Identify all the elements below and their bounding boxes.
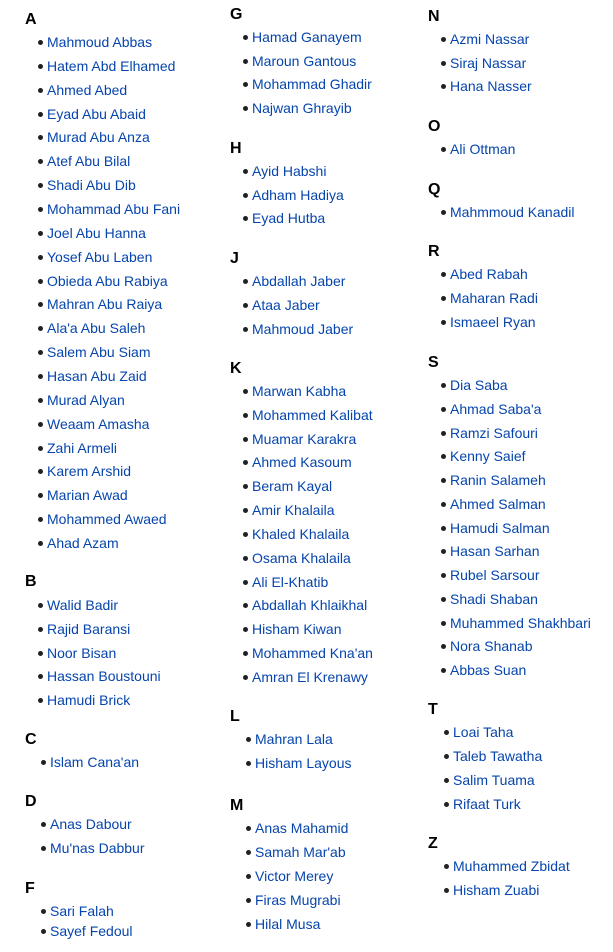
player-link-khaled-khalaila[interactable]: Khaled Khalaila bbox=[252, 525, 350, 542]
bullet-icon bbox=[246, 850, 251, 855]
player-link-salim-tuama[interactable]: Salim Tuama bbox=[453, 772, 535, 788]
section-heading: N bbox=[428, 8, 440, 25]
player-link-hisham-layous[interactable]: Hisham Layous bbox=[255, 755, 352, 771]
section-heading: M bbox=[230, 797, 244, 814]
bullet-icon bbox=[246, 737, 251, 742]
section-heading: K bbox=[230, 360, 242, 377]
bullet-icon bbox=[243, 460, 248, 465]
bullet-icon bbox=[38, 517, 43, 522]
player-link-ismaeel-ryan[interactable]: Ismaeel Ryan bbox=[450, 314, 536, 330]
player-link-abbas-suan[interactable]: Abbas Suan bbox=[450, 662, 527, 678]
bullet-icon bbox=[38, 207, 43, 212]
bullet-icon bbox=[38, 302, 43, 307]
player-link-ranin-salameh[interactable]: Ranin Salameh bbox=[450, 472, 546, 488]
player-link-islam-cana-an[interactable]: Islam Cana'an bbox=[50, 754, 140, 770]
bullet-icon bbox=[444, 864, 449, 869]
bullet-icon bbox=[38, 183, 43, 188]
player-link-mu-nas-dabbur[interactable]: Mu'nas Dabbur bbox=[50, 840, 145, 856]
bullet-icon bbox=[441, 621, 446, 626]
player-link-hasan-abu-zaid[interactable]: Hasan Abu Zaid bbox=[47, 368, 147, 385]
section-heading: F bbox=[25, 880, 35, 897]
player-link-hisham-zuabi[interactable]: Hisham Zuabi bbox=[453, 882, 540, 898]
bullet-icon bbox=[444, 754, 449, 759]
player-link-mohammed-kalibat[interactable]: Mohammed Kalibat bbox=[252, 406, 373, 423]
bullet-icon bbox=[38, 88, 43, 93]
player-link-abed-rabah[interactable]: Abed Rabah bbox=[450, 266, 528, 282]
bullet-icon bbox=[243, 580, 248, 585]
bullet-icon bbox=[38, 112, 43, 117]
player-link-kenny-saief[interactable]: Kenny Saief bbox=[450, 448, 526, 465]
bullet-icon bbox=[243, 327, 248, 332]
player-link-mahmmoud-kanadil[interactable]: Mahmmoud Kanadil bbox=[450, 204, 575, 220]
bullet-icon bbox=[41, 929, 46, 934]
section-heading: Q bbox=[428, 181, 441, 198]
player-link-siraj-nassar[interactable]: Siraj Nassar bbox=[450, 54, 527, 71]
player-link-abdallah-jaber[interactable]: Abdallah Jaber bbox=[252, 273, 346, 289]
player-link-ahmad-saba-a[interactable]: Ahmad Saba'a bbox=[450, 400, 542, 417]
bullet-icon bbox=[38, 541, 43, 546]
bullet-icon bbox=[41, 760, 46, 765]
bullet-icon bbox=[441, 272, 446, 277]
bullet-icon bbox=[441, 84, 446, 89]
player-link-murad-alyan[interactable]: Murad Alyan bbox=[47, 391, 125, 408]
player-link-hatem-abd-elhamed[interactable]: Hatem Abd Elhamed bbox=[47, 57, 176, 74]
player-link-samah-mar-ab[interactable]: Samah Mar'ab bbox=[255, 844, 346, 860]
section-heading: J bbox=[230, 250, 239, 267]
player-link-adham-hadiya[interactable]: Adham Hadiya bbox=[252, 186, 344, 203]
player-link-eyad-hutba[interactable]: Eyad Hutba bbox=[252, 210, 326, 226]
bullet-icon bbox=[243, 508, 248, 513]
player-link-abdallah-khlaikhal[interactable]: Abdallah Khlaikhal bbox=[252, 597, 368, 614]
bullet-icon bbox=[441, 383, 446, 388]
player-link-mahmoud-jaber[interactable]: Mahmoud Jaber bbox=[252, 321, 354, 337]
bullet-icon bbox=[38, 627, 43, 632]
bullet-icon bbox=[441, 407, 446, 412]
bullet-icon bbox=[441, 320, 446, 325]
section-heading: R bbox=[428, 243, 440, 260]
player-link-mahran-abu-raiya[interactable]: Mahran Abu Raiya bbox=[47, 296, 163, 313]
bullet-icon bbox=[246, 922, 251, 927]
bullet-icon bbox=[246, 898, 251, 903]
player-link-weaam-amasha[interactable]: Weaam Amasha bbox=[47, 415, 150, 432]
bullet-icon bbox=[243, 675, 248, 680]
player-link-ahmed-kasoum[interactable]: Ahmed Kasoum bbox=[252, 454, 352, 471]
player-link-dia-saba[interactable]: Dia Saba bbox=[450, 377, 508, 393]
bullet-icon bbox=[38, 279, 43, 284]
section-heading: O bbox=[428, 118, 441, 135]
bullet-icon bbox=[243, 303, 248, 308]
player-link-obieda-abu-rabiya[interactable]: Obieda Abu Rabiya bbox=[47, 272, 168, 289]
section-heading: T bbox=[428, 701, 438, 718]
bullet-icon bbox=[38, 255, 43, 260]
bullet-icon bbox=[38, 651, 43, 656]
bullet-icon bbox=[38, 326, 43, 331]
player-link-hilal-musa[interactable]: Hilal Musa bbox=[255, 916, 321, 932]
bullet-icon bbox=[243, 82, 248, 87]
player-link-beram-kayal[interactable]: Beram Kayal bbox=[252, 478, 333, 495]
player-link-sari-falah[interactable]: Sari Falah bbox=[50, 903, 114, 919]
player-link-ayid-habshi[interactable]: Ayid Habshi bbox=[252, 163, 327, 179]
bullet-icon bbox=[441, 296, 446, 301]
player-link-mohammed-awaed[interactable]: Mohammed Awaed bbox=[47, 511, 167, 528]
bullet-icon bbox=[38, 603, 43, 608]
section-heading: S bbox=[428, 354, 439, 371]
player-link-noor-bisan[interactable]: Noor Bisan bbox=[47, 644, 117, 661]
player-link-muamar-karakra[interactable]: Muamar Karakra bbox=[252, 430, 357, 447]
section-heading: A bbox=[25, 11, 37, 28]
bullet-icon bbox=[243, 603, 248, 608]
bullet-icon bbox=[243, 627, 248, 632]
bullet-icon bbox=[441, 454, 446, 459]
player-link-anas-dabour[interactable]: Anas Dabour bbox=[50, 816, 132, 832]
section-heading: G bbox=[230, 6, 243, 23]
bullet-icon bbox=[243, 193, 248, 198]
player-link-joel-abu-hanna[interactable]: Joel Abu Hanna bbox=[47, 224, 146, 241]
bullet-icon bbox=[243, 59, 248, 64]
bullet-icon bbox=[38, 698, 43, 703]
player-link-hisham-kiwan[interactable]: Hisham Kiwan bbox=[252, 621, 342, 638]
bullet-icon bbox=[243, 437, 248, 442]
player-link-marwan-kabha[interactable]: Marwan Kabha bbox=[252, 383, 347, 399]
bullet-icon bbox=[441, 478, 446, 483]
bullet-icon bbox=[246, 761, 251, 766]
bullet-icon bbox=[38, 64, 43, 69]
player-link-mahmoud-abbas[interactable]: Mahmoud Abbas bbox=[47, 34, 153, 50]
bullet-icon bbox=[444, 730, 449, 735]
player-link-mahran-lala[interactable]: Mahran Lala bbox=[255, 731, 333, 747]
bullet-icon bbox=[38, 674, 43, 679]
player-link-ali-el-khatib[interactable]: Ali El-Khatib bbox=[252, 573, 329, 590]
bullet-icon bbox=[38, 231, 43, 236]
bullet-icon bbox=[38, 493, 43, 498]
player-link-hamudi-salman[interactable]: Hamudi Salman bbox=[450, 519, 550, 536]
player-link-yosef-abu-laben[interactable]: Yosef Abu Laben bbox=[47, 248, 153, 265]
bullet-icon bbox=[243, 651, 248, 656]
player-link-rubel-sarsour[interactable]: Rubel Sarsour bbox=[450, 567, 540, 583]
player-link-victor-merey[interactable]: Victor Merey bbox=[255, 868, 334, 884]
bullet-icon bbox=[38, 40, 43, 45]
player-link-ramzi-safouri[interactable]: Ramzi Safouri bbox=[450, 424, 538, 441]
bullet-icon bbox=[246, 826, 251, 831]
player-link-amran-el-krenawy[interactable]: Amran El Krenawy bbox=[252, 668, 368, 685]
player-link-ali-ottman[interactable]: Ali Ottman bbox=[450, 141, 516, 157]
player-link-marian-awad[interactable]: Marian Awad bbox=[47, 487, 128, 504]
player-link-sayef-fedoul[interactable]: Sayef Fedoul bbox=[50, 923, 133, 939]
section-heading: H bbox=[230, 140, 242, 157]
player-link-najwan-ghrayib[interactable]: Najwan Ghrayib bbox=[252, 100, 352, 116]
bullet-icon bbox=[444, 802, 449, 807]
player-link-firas-mugrabi[interactable]: Firas Mugrabi bbox=[255, 892, 341, 908]
player-link-azmi-nassar[interactable]: Azmi Nassar bbox=[450, 31, 530, 47]
bullet-icon bbox=[243, 279, 248, 284]
player-link-osama-khalaila[interactable]: Osama Khalaila bbox=[252, 549, 351, 566]
bullet-icon bbox=[243, 106, 248, 111]
bullet-icon bbox=[243, 484, 248, 489]
player-link-muhammed-shakhbari[interactable]: Muhammed Shakhbari bbox=[450, 614, 591, 631]
player-link-hana-nasser[interactable]: Hana Nasser bbox=[450, 78, 532, 94]
bullet-icon bbox=[243, 389, 248, 394]
bullet-icon bbox=[38, 135, 43, 140]
player-link-murad-abu-anza[interactable]: Murad Abu Anza bbox=[47, 129, 150, 146]
bullet-icon bbox=[243, 169, 248, 174]
bullet-icon bbox=[38, 350, 43, 355]
section-heading: C bbox=[25, 731, 37, 748]
bullet-icon bbox=[441, 61, 446, 66]
bullet-icon bbox=[441, 573, 446, 578]
player-link-hamad-ganayem[interactable]: Hamad Ganayem bbox=[252, 29, 362, 45]
player-link-amir-khalaila[interactable]: Amir Khalaila bbox=[252, 502, 335, 519]
bullet-icon bbox=[41, 846, 46, 851]
player-link-shadi-shaban[interactable]: Shadi Shaban bbox=[450, 590, 538, 607]
bullet-icon bbox=[41, 822, 46, 827]
section-heading: L bbox=[230, 708, 240, 725]
player-link-ataa-jaber[interactable]: Ataa Jaber bbox=[252, 297, 320, 313]
player-link-nora-shanab[interactable]: Nora Shanab bbox=[450, 638, 533, 655]
bullet-icon bbox=[246, 874, 251, 879]
player-link-karem-arshid[interactable]: Karem Arshid bbox=[47, 463, 132, 480]
player-link-zahi-armeli[interactable]: Zahi Armeli bbox=[47, 439, 118, 456]
bullet-icon bbox=[38, 159, 43, 164]
bullet-icon bbox=[441, 147, 446, 152]
bullet-icon bbox=[243, 216, 248, 221]
bullet-icon bbox=[441, 210, 446, 215]
player-link-taleb-tawatha[interactable]: Taleb Tawatha bbox=[453, 748, 543, 764]
player-link-eyad-abu-abaid[interactable]: Eyad Abu Abaid bbox=[47, 105, 146, 122]
player-link-anas-mahamid[interactable]: Anas Mahamid bbox=[255, 820, 349, 836]
bullet-icon bbox=[243, 413, 248, 418]
bullet-icon bbox=[38, 398, 43, 403]
player-link-muhammed-zbidat[interactable]: Muhammed Zbidat bbox=[453, 858, 570, 874]
bullet-icon bbox=[243, 532, 248, 537]
bullet-icon bbox=[38, 422, 43, 427]
player-link-ahmed-salman[interactable]: Ahmed Salman bbox=[450, 495, 546, 512]
bullet-icon bbox=[243, 556, 248, 561]
bullet-icon bbox=[243, 35, 248, 40]
bullet-icon bbox=[444, 778, 449, 783]
bullet-icon bbox=[441, 597, 446, 602]
player-link-maharan-radi[interactable]: Maharan Radi bbox=[450, 290, 538, 306]
bullet-icon bbox=[441, 502, 446, 507]
player-link-hasan-sarhan[interactable]: Hasan Sarhan bbox=[450, 543, 540, 560]
bullet-icon bbox=[41, 909, 46, 914]
player-link-rifaat-turk[interactable]: Rifaat Turk bbox=[453, 796, 521, 812]
player-link-hamudi-brick[interactable]: Hamudi Brick bbox=[47, 692, 131, 708]
player-link-rajid-baransi[interactable]: Rajid Baransi bbox=[47, 620, 131, 637]
bullet-icon bbox=[38, 469, 43, 474]
bullet-icon bbox=[441, 431, 446, 436]
player-link-walid-badir[interactable]: Walid Badir bbox=[47, 597, 119, 613]
player-link-hassan-boustouni[interactable]: Hassan Boustouni bbox=[47, 668, 161, 685]
bullet-icon bbox=[441, 37, 446, 42]
player-link-maroun-gantous[interactable]: Maroun Gantous bbox=[252, 52, 357, 69]
player-link-mohammad-ghadir[interactable]: Mohammad Ghadir bbox=[252, 76, 372, 93]
bullet-icon bbox=[38, 446, 43, 451]
bullet-icon bbox=[441, 549, 446, 554]
player-link-shadi-abu-dib[interactable]: Shadi Abu Dib bbox=[47, 177, 136, 194]
bullet-icon bbox=[38, 374, 43, 379]
player-link-loai-taha[interactable]: Loai Taha bbox=[453, 724, 514, 740]
section-heading: D bbox=[25, 793, 37, 810]
player-link-mohammed-kna-an[interactable]: Mohammed Kna'an bbox=[252, 645, 373, 662]
bullet-icon bbox=[441, 644, 446, 649]
player-link-mohammad-abu-fani[interactable]: Mohammad Abu Fani bbox=[47, 201, 181, 218]
section-heading: Z bbox=[428, 835, 438, 852]
player-link-salem-abu-siam[interactable]: Salem Abu Siam bbox=[47, 344, 151, 361]
bullet-icon bbox=[441, 526, 446, 531]
bullet-icon bbox=[444, 888, 449, 893]
player-link-ahmed-abed[interactable]: Ahmed Abed bbox=[47, 81, 128, 98]
bullet-icon bbox=[441, 668, 446, 673]
player-link-ala-a-abu-saleh[interactable]: Ala'a Abu Saleh bbox=[47, 320, 146, 337]
section-heading: B bbox=[25, 573, 37, 590]
player-link-ahad-azam[interactable]: Ahad Azam bbox=[47, 535, 119, 552]
player-link-atef-abu-bilal[interactable]: Atef Abu Bilal bbox=[47, 153, 131, 170]
